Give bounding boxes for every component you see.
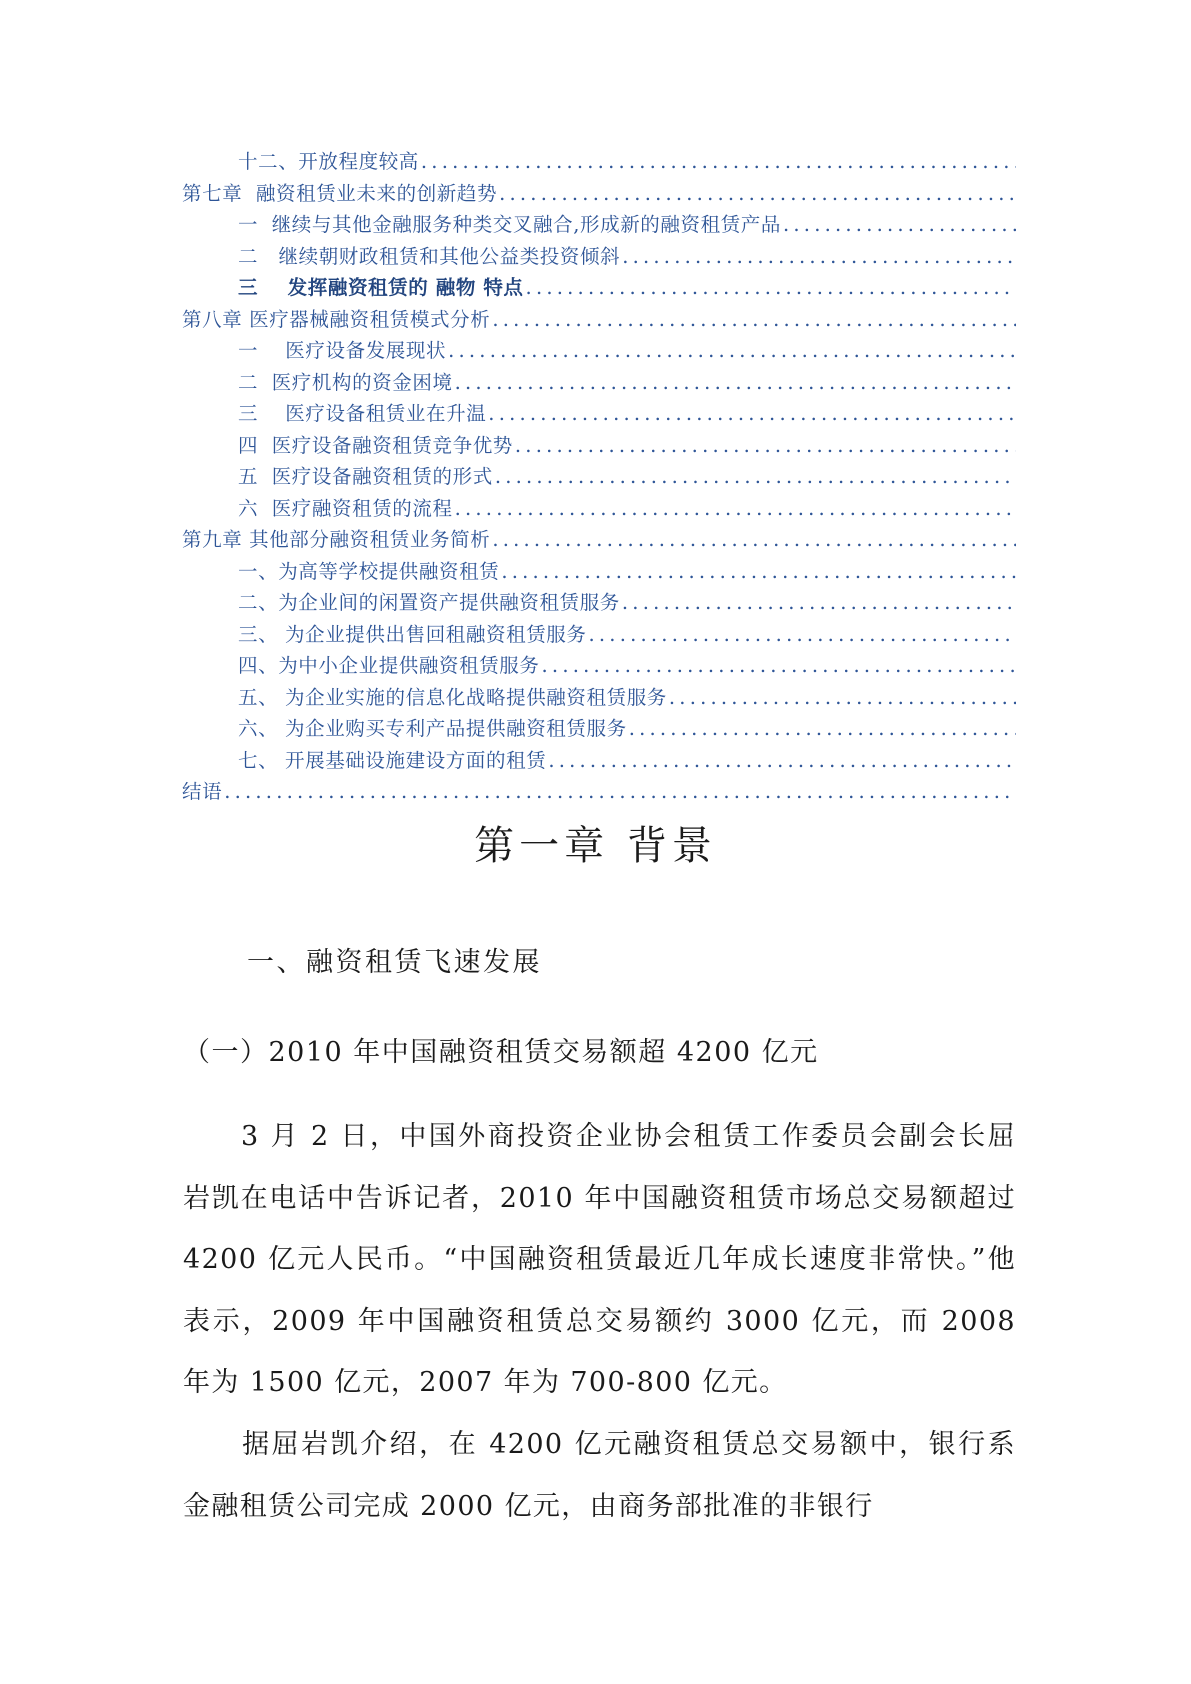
toc-dot-leader: [495, 461, 1016, 493]
toc-entry-text: 四、为中小企业提供融资租赁服务: [238, 654, 540, 677]
toc-dot-leader: [526, 272, 1016, 304]
toc-entry[interactable]: [182, 272, 1016, 304]
toc-entry-text: 第九章 其他部分融资租赁业务简析: [182, 528, 491, 551]
toc-entry-text: 第七章 融资租赁业未来的创新趋势: [182, 181, 498, 205]
toc-entry[interactable]: [182, 556, 1016, 588]
section-heading: 一、融资租赁飞速发展: [247, 947, 542, 978]
toc-entry[interactable]: [182, 493, 1016, 525]
toc-entry[interactable]: [182, 650, 1016, 682]
toc-dot-leader: [589, 619, 1017, 651]
toc-entry[interactable]: [182, 776, 1016, 808]
toc-entry-text: 一 医疗设备发展现状: [238, 339, 447, 362]
toc-dot-leader: [455, 367, 1016, 399]
toc-entry[interactable]: [182, 430, 1016, 462]
sub-heading: （一）2010 年中国融资租赁交易额超 4200 亿元: [183, 1037, 819, 1068]
toc-entry[interactable]: [182, 524, 1016, 556]
toc-entry[interactable]: [182, 682, 1016, 714]
toc-dot-leader: [224, 776, 1016, 808]
toc-entry-text: 结语: [182, 780, 223, 803]
toc-entry-text: 二、为企业间的闲置资产提供融资租赁服务: [238, 591, 620, 614]
toc-entry-text: 四 医疗设备融资租赁竞争优势: [238, 433, 513, 457]
toc-dot-leader: [669, 682, 1016, 714]
toc-dot-leader: [421, 146, 1016, 178]
body-paragraph: [183, 1414, 1016, 1537]
paragraph-text: 3 月 2 日，中国外商投资企业协会租赁工作委员会副会长屈岩凯在电话中告诉记者，2010 年中国融资租赁市场总交易额超过 4200 亿元人民币。“中国融资租赁最近几年成长速度非常快。”他表示，2009 年中国融资租赁总交易额约 3000 亿元，而 2008 年为 1500 亿元，2007 年为 700-800 亿元。: [183, 1121, 1016, 1398]
body-paragraph: [183, 1106, 1016, 1414]
toc-dot-leader: [499, 178, 1016, 210]
toc-entry-text: 三 医疗设备租赁业在升温: [238, 402, 487, 425]
toc-entry[interactable]: [182, 461, 1016, 493]
toc-entry[interactable]: [182, 146, 1016, 178]
toc-entry-text: 二 继续朝财政租赁和其他公益类投资倾斜: [238, 244, 621, 268]
paragraph-text: 据屈岩凯介绍，在 4200 亿元融资租赁总交易额中，银行系金融租赁公司完成 2000 亿元，由商务部批准的非银行: [183, 1429, 1016, 1522]
toc-dot-leader: [448, 335, 1016, 367]
toc-entry-text: 七、 开展基础设施建设方面的租赁: [238, 748, 547, 772]
toc-dot-leader: [622, 241, 1016, 273]
toc-entry-text: 二 医疗机构的资金困境: [238, 370, 453, 394]
toc-dot-leader: [515, 430, 1016, 462]
toc-entry-text: 第八章 医疗器械融资租赁模式分析: [182, 307, 491, 331]
toc-dot-leader: [455, 493, 1016, 525]
toc-entry[interactable]: [182, 367, 1016, 399]
toc-entry-text: 十二、开放程度较高: [238, 150, 419, 173]
toc-entry-text: 六 医疗融资租赁的流程: [238, 496, 453, 520]
toc-entry[interactable]: [182, 241, 1016, 273]
chapter-title: 第一章 背景: [474, 823, 717, 869]
toc-entry[interactable]: [182, 745, 1016, 777]
toc-dot-leader: [488, 398, 1016, 430]
toc-entry[interactable]: [182, 587, 1016, 619]
toc-entry[interactable]: [182, 178, 1016, 210]
toc-dot-leader: [622, 587, 1016, 619]
toc-entry[interactable]: [182, 713, 1016, 745]
toc-entry[interactable]: [182, 304, 1016, 336]
toc-entry-text: 五、 为企业实施的信息化战略提供融资租赁服务: [238, 685, 667, 709]
toc-entry-text: 三、 为企业提供出售回租融资租赁服务: [238, 622, 587, 646]
toc-entry-text: 六、 为企业购买专利产品提供融资租赁服务: [238, 717, 627, 740]
toc-dot-leader: [492, 524, 1016, 556]
toc-dot-leader: [492, 304, 1016, 336]
toc-entry-text: 一、为高等学校提供融资租赁: [238, 559, 500, 583]
table-of-contents: [182, 146, 1016, 808]
toc-dot-leader: [548, 745, 1016, 777]
toc-dot-leader: [501, 556, 1016, 588]
toc-entry[interactable]: [182, 619, 1016, 651]
toc-dot-leader: [542, 650, 1016, 682]
toc-entry-text: 一 继续与其他金融服务种类交叉融合,形成新的融资租赁产品: [238, 213, 781, 236]
toc-dot-leader: [629, 713, 1016, 745]
toc-entry-text: 三 发挥融资租赁的 融物 特点: [238, 276, 524, 299]
toc-entry[interactable]: [182, 335, 1016, 367]
toc-dot-leader: [783, 209, 1016, 241]
toc-entry[interactable]: [182, 209, 1016, 241]
toc-entry[interactable]: [182, 398, 1016, 430]
toc-entry-text: 五 医疗设备融资租赁的形式: [238, 465, 493, 488]
